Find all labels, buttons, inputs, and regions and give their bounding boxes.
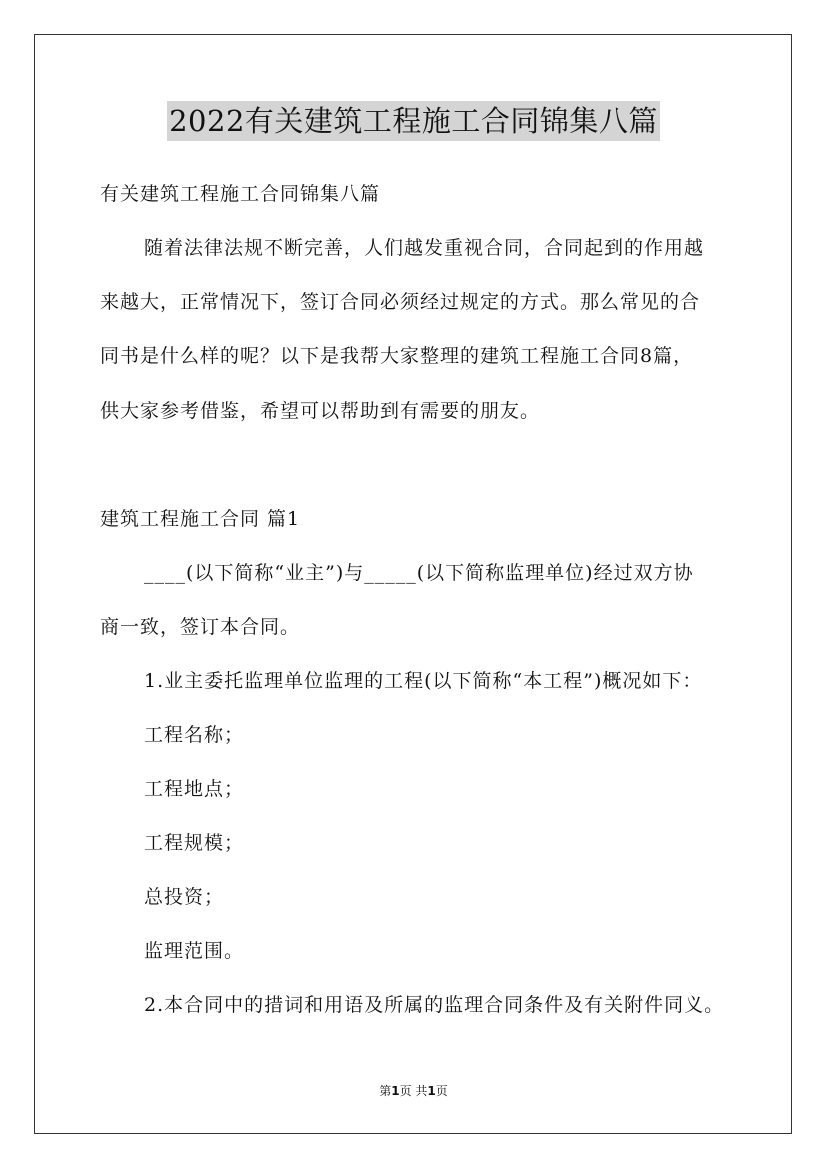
intro-line-4: 供大家参考借鉴，希望可以帮助到有需要的朋友。: [100, 400, 541, 422]
section-line-6: 工程规模；: [144, 832, 245, 854]
footer-prefix: 第: [379, 1084, 392, 1098]
intro-line-1: 随着法律法规不断完善，人们越发重视合同，合同起到的作用越: [144, 237, 705, 259]
section-heading: 建筑工程施工合同 篇1: [100, 508, 301, 530]
section-line-7: 总投资；: [144, 886, 225, 908]
footer-mid: 页 共: [399, 1084, 428, 1098]
intro-line-3: 同书是什么样的呢？以下是我帮大家整理的建筑工程施工合同8篇，: [100, 345, 694, 367]
document-title: 2022有关建筑工程施工合同锦集八篇: [167, 101, 660, 141]
title-wrap: [0, 101, 827, 141]
intro-line-2: 来越大，正常情况下，签订合同必须经过规定的方式。那么常见的合: [100, 291, 701, 313]
document-subtitle: 有关建筑工程施工合同锦集八篇: [100, 183, 381, 205]
section-line-9: 2.本合同中的措词和用语及所属的监理合同条件及有关附件同义。: [144, 994, 725, 1016]
section-line-5: 工程地点；: [144, 778, 245, 800]
footer-page-total: 1: [427, 1084, 436, 1098]
section-line-4: 工程名称；: [144, 724, 245, 746]
section-line-1: ____(以下简称“业主”)与_____(以下简称监理单位)经过双方协: [144, 562, 694, 584]
section-line-8: 监理范围。: [144, 940, 245, 962]
page-footer: [0, 1083, 827, 1099]
section-line-3: 1.业主委托监理单位监理的工程(以下简称“本工程”)概况如下：: [144, 670, 703, 692]
section-line-2: 商一致，签订本合同。: [100, 616, 301, 638]
footer-page-current: 1: [391, 1084, 400, 1098]
footer-suffix: 页: [435, 1084, 448, 1098]
